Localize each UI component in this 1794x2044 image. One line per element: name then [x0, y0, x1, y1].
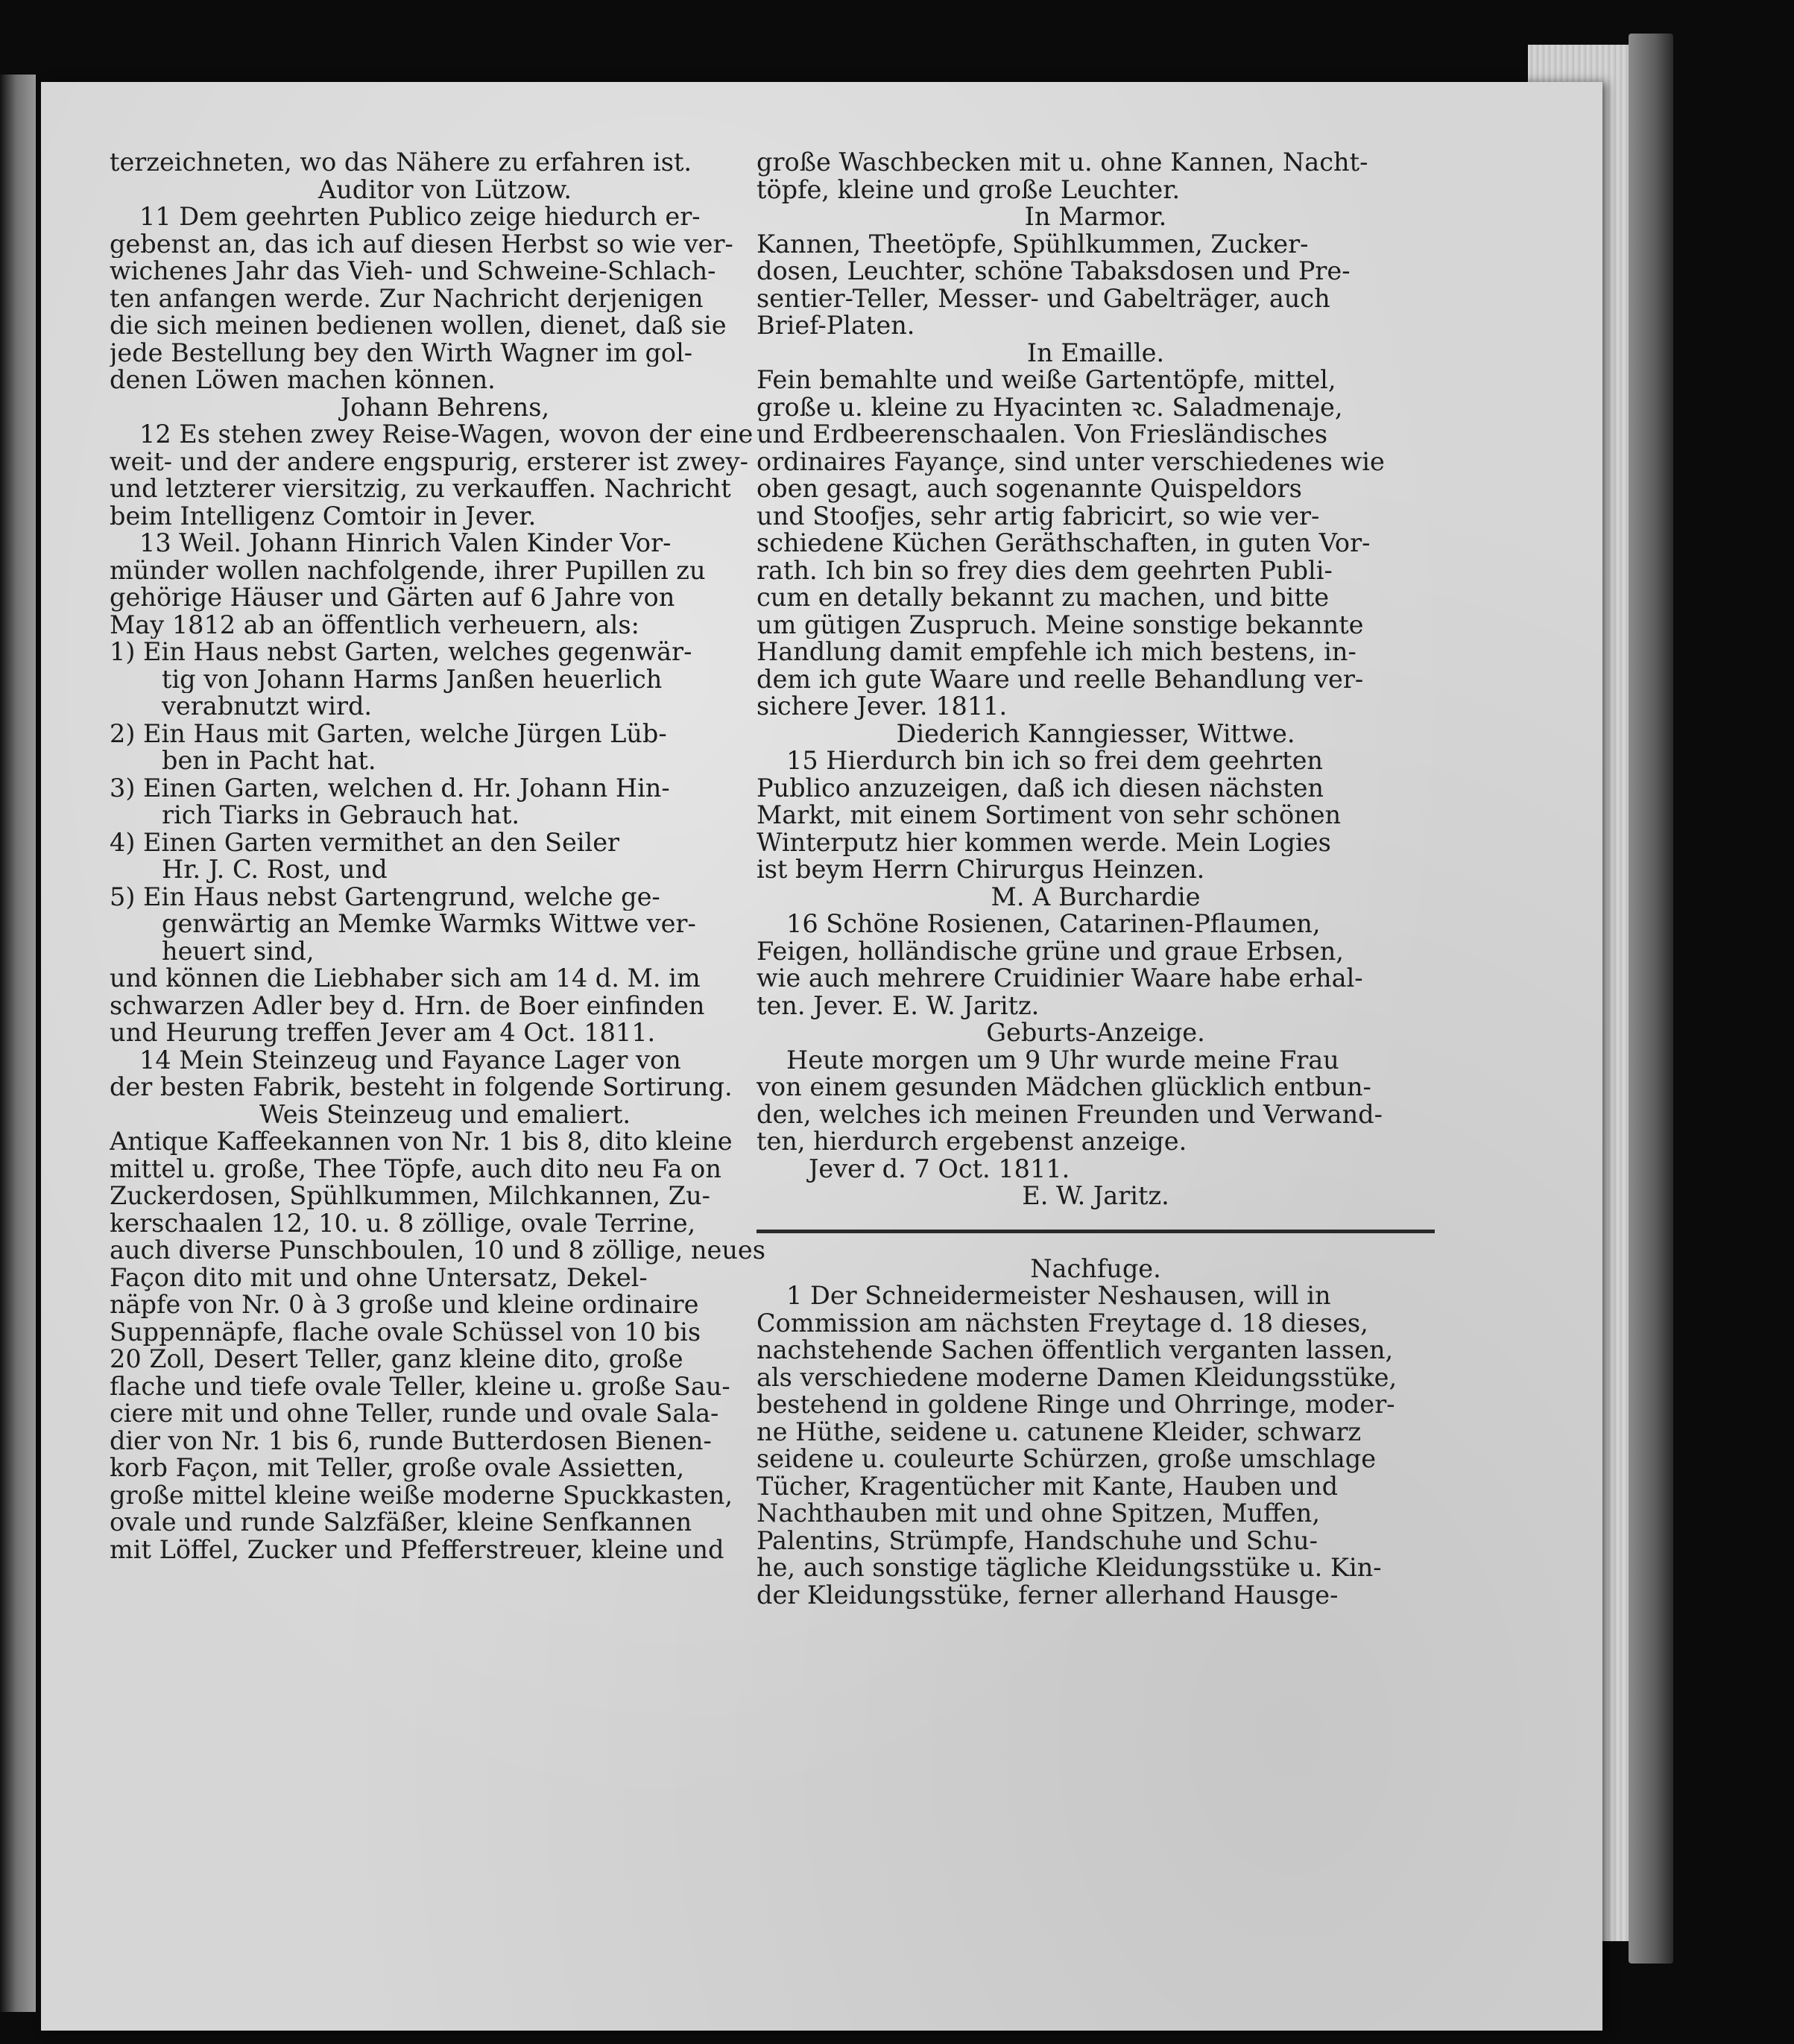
text-line: schiedene Küchen Geräthschaften, in guten Vor- — [757, 530, 1371, 557]
text-line: schwarzen Adler bey d. Hrn. de Boer einfinden — [110, 992, 705, 1019]
text-line: Tücher, Kragentücher mit Kante, Hauben und — [757, 1472, 1339, 1500]
text-line: 15 Hierdurch bin ich so frei dem geehrten — [786, 747, 1323, 775]
text-line: terzeichneten, wo das Nähere zu erfahren ist. — [110, 149, 692, 177]
text-line: und letzterer viersitzig, zu verkauffen. Nachricht — [110, 475, 731, 503]
text-line: 12 Es stehen zwey Reise-Wagen, wovon der eine — [139, 421, 754, 449]
text-line: sentier-Teller, Messer- und Gabelträger, auch — [757, 285, 1330, 312]
section-heading: In Marmor. — [1024, 203, 1167, 231]
text-line: Fein bemahlte und weiße Gartentöpfe, mittel, — [757, 367, 1336, 394]
text-line: weit- und der andere engspurig, ersterer ist zwey- — [110, 448, 748, 475]
text-line: Commission am nächsten Freytage d. 18 dieses, — [757, 1309, 1368, 1337]
text-line: Suppennäpfe, flache ovale Schüssel von 10 bis — [110, 1318, 701, 1346]
list-item: 2) Ein Haus mit Garten, welche Jürgen Lüb- — [110, 720, 667, 747]
text-line: Kannen, Theetöpfe, Spühlkummen, Zucker- — [757, 230, 1309, 258]
text-line: Handlung damit empfehle ich mich bestens, in- — [757, 639, 1356, 666]
text-line: Façon dito mit und ohne Untersatz, Dekel- — [110, 1264, 648, 1291]
text-line: genwärtig an Memke Warmks Wittwe ver- — [162, 911, 696, 938]
signature-line: Diederich Kanngiesser, Wittwe. — [896, 720, 1295, 747]
text-line: auch diverse Punschboulen, 10 und 8 zöllige, neues — [110, 1237, 765, 1265]
text-line: kerschaalen 12, 10. u. 8 zöllige, ovale Terrine, — [110, 1209, 696, 1237]
text-line: 20 Zoll, Desert Teller, ganz kleine dito, große — [110, 1346, 683, 1373]
text-line: der Kleidungsstüke, ferner allerhand Hausge- — [757, 1581, 1339, 1609]
text-line: ten, hierdurch ergebenst anzeige. — [757, 1128, 1187, 1156]
text-line: Brief-Platen. — [757, 312, 915, 340]
text-line: dem ich gute Waare und reelle Behandlung ver- — [757, 665, 1364, 693]
text-line: um gütigen Zuspruch. Meine sonstige bekannte — [757, 611, 1364, 639]
date-line: Jever d. 7 Oct. 1811. — [809, 1155, 1070, 1183]
text-line: ordinaires Fayançe, sind unter verschiedenes wie — [757, 448, 1385, 475]
text-line: und Stoofjes, sehr artig fabricirt, so wie ver- — [757, 502, 1320, 530]
signature-line: Johann Behrens, — [340, 393, 550, 421]
text-line: Hr. J. C. Rost, und — [162, 856, 388, 884]
signature-line: E. W. Jaritz. — [1022, 1183, 1169, 1210]
list-item: 1) Ein Haus nebst Garten, welches gegenwär- — [110, 639, 692, 666]
text-line: und Heurung treffen Jever am 4 Oct. 1811. — [110, 1019, 656, 1047]
text-line: von einem gesunden Mädchen glücklich entbun- — [757, 1074, 1371, 1101]
text-line: der besten Fabrik, besteht in folgende Sortirung. — [110, 1074, 733, 1101]
text-line: Palentins, Strümpfe, Handschuhe und Schu- — [757, 1527, 1318, 1554]
text-line: dosen, Leuchter, schöne Tabaksdosen und Pre- — [757, 258, 1351, 285]
text-line: ist beym Herrn Chirurgus Heinzen. — [757, 856, 1205, 884]
text-line: nachstehende Sachen öffentlich verganten lassen, — [757, 1337, 1394, 1364]
text-line: den, welches ich meinen Freunden und Verwand- — [757, 1101, 1383, 1128]
text-line: verabnutzt wird. — [162, 693, 373, 721]
text-line: große Waschbecken mit u. ohne Kannen, Nacht- — [757, 149, 1368, 177]
section-heading: Nachfuge. — [1030, 1255, 1161, 1282]
text-line: und können die Liebhaber sich am 14 d. M. im — [110, 965, 701, 993]
text-line: wie auch mehrere Cruidinier Waare habe erhal- — [757, 965, 1363, 993]
text-line: gehörige Häuser und Gärten auf 6 Jahre von — [110, 584, 675, 612]
text-line: 16 Schöne Rosienen, Catarinen-Pflaumen, — [786, 911, 1321, 938]
signature-line: Auditor von Lützow. — [318, 176, 572, 203]
right-column — [757, 149, 1435, 1609]
section-heading: Geburts-Anzeige. — [986, 1019, 1205, 1047]
text-line: mittel u. große, Thee Töpfe, auch dito neu Fa on — [110, 1155, 721, 1183]
text-line: und Erdbeerenschaalen. Von Friesländisches — [757, 421, 1328, 449]
text-line: Publico anzuzeigen, daß ich diesen nächsten — [757, 774, 1324, 802]
text-line: cum en detally bekannt zu machen, und bitte — [757, 584, 1330, 612]
newspaper-page — [41, 82, 1602, 2031]
text-line: beim Intelligenz Comtoir in Jever. — [110, 502, 537, 530]
text-line: Feigen, holländische grüne und graue Erbsen, — [757, 937, 1344, 965]
text-line: he, auch sonstige tägliche Kleidungsstüke u. Kin- — [757, 1554, 1382, 1582]
text-line: seidene u. couleurte Schürzen, große umschlage — [757, 1446, 1377, 1473]
text-line: sichere Jever. 1811. — [757, 693, 1008, 721]
text-line: dier von Nr. 1 bis 6, runde Butterdosen Bienen- — [110, 1427, 712, 1455]
text-line: jede Bestellung bey den Wirth Wagner im gol- — [110, 339, 693, 367]
text-line: Antique Kaffeekannen von Nr. 1 bis 8, dito kleine — [110, 1128, 733, 1156]
text-line: mit Löffel, Zucker und Pfefferstreuer, kleine und — [110, 1536, 724, 1563]
text-line: bestehend in goldene Ringe und Ohrringe, moder- — [757, 1391, 1395, 1419]
list-item: 4) Einen Garten vermithet an den Seiler — [110, 829, 620, 856]
list-item: 3) Einen Garten, welchen d. Hr. Johann Hin- — [110, 774, 670, 802]
text-line: ten. Jever. E. W. Jaritz. — [757, 992, 1040, 1019]
text-line: oben gesagt, auch sogenannte Quispeldors — [757, 475, 1302, 503]
text-line: korb Façon, mit Teller, große ovale Assietten, — [110, 1455, 685, 1482]
text-line: 13 Weil. Johann Hinrich Valen Kinder Vor- — [139, 530, 672, 557]
text-line: May 1812 ab an öffentlich verheuern, als: — [110, 611, 639, 639]
text-line: wichenes Jahr das Vieh- und Schweine-Schlach- — [110, 258, 716, 285]
text-line: denen Löwen machen können. — [110, 367, 496, 394]
left-column — [110, 149, 780, 1563]
text-line: 14 Mein Steinzeug und Fayance Lager von — [139, 1046, 681, 1074]
text-line: münder wollen nachfolgende, ihrer Pupillen zu — [110, 557, 706, 584]
text-line: Markt, mit einem Sortiment von sehr schönen — [757, 802, 1342, 829]
text-line: ten anfangen werde. Zur Nachricht derjenigen — [110, 285, 704, 312]
book-cover-edge — [1629, 34, 1673, 1964]
text-line: tig von Johann Harms Janßen heuerlich — [162, 665, 663, 693]
section-heading: Weis Steinzeug und emaliert. — [259, 1101, 631, 1128]
text-line: Heute morgen um 9 Uhr wurde meine Frau — [786, 1046, 1339, 1074]
text-line: töpfe, kleine und große Leuchter. — [757, 176, 1181, 203]
text-line: ovale und runde Salzfäßer, kleine Senfkannen — [110, 1509, 692, 1537]
text-line: ne Hüthe, seidene u. catunene Kleider, schwarz — [757, 1418, 1362, 1446]
list-item: 5) Ein Haus nebst Gartengrund, welche ge- — [110, 883, 660, 911]
previous-page-edge — [0, 75, 36, 2012]
text-line: heuert sind, — [162, 937, 315, 965]
section-divider — [757, 1230, 1435, 1233]
text-line: flache und tiefe ovale Teller, kleine u. große Sau- — [110, 1373, 730, 1400]
text-line: 1 Der Schneidermeister Neshausen, will in — [786, 1282, 1331, 1310]
text-line: ben in Pacht hat. — [162, 747, 376, 775]
text-line: rich Tiarks in Gebrauch hat. — [162, 802, 520, 829]
text-line: Winterputz hier kommen werde. Mein Logies — [757, 829, 1331, 856]
text-line: die sich meinen bedienen wollen, dienet, daß sie — [110, 312, 727, 340]
section-heading: In Emaille. — [1026, 339, 1165, 367]
text-line: Zuckerdosen, Spühlkummen, Milchkannen, Zu- — [110, 1183, 710, 1210]
signature-line: M. A Burchardie — [991, 883, 1201, 911]
text-line: große mittel kleine weiße moderne Spuckkasten, — [110, 1481, 733, 1509]
text-line: Nachthauben mit und ohne Spitzen, Muffen, — [757, 1500, 1320, 1528]
text-line: als verschiedene moderne Damen Kleidungsstüke, — [757, 1364, 1397, 1391]
text-line: rath. Ich bin so frey dies dem geehrten Publi- — [757, 557, 1333, 584]
text-line: ciere mit und ohne Teller, runde und ovale Sala- — [110, 1400, 719, 1428]
text-line: große u. kleine zu Hyacinten ꝛc. Saladmenaje, — [757, 393, 1343, 421]
text-line: näpfe von Nr. 0 à 3 große und kleine ordinaire — [110, 1291, 699, 1319]
text-line: gebenst an, das ich auf diesen Herbst so wie ver- — [110, 230, 733, 258]
text-line: 11 Dem geehrten Publico zeige hiedurch er- — [139, 203, 701, 231]
